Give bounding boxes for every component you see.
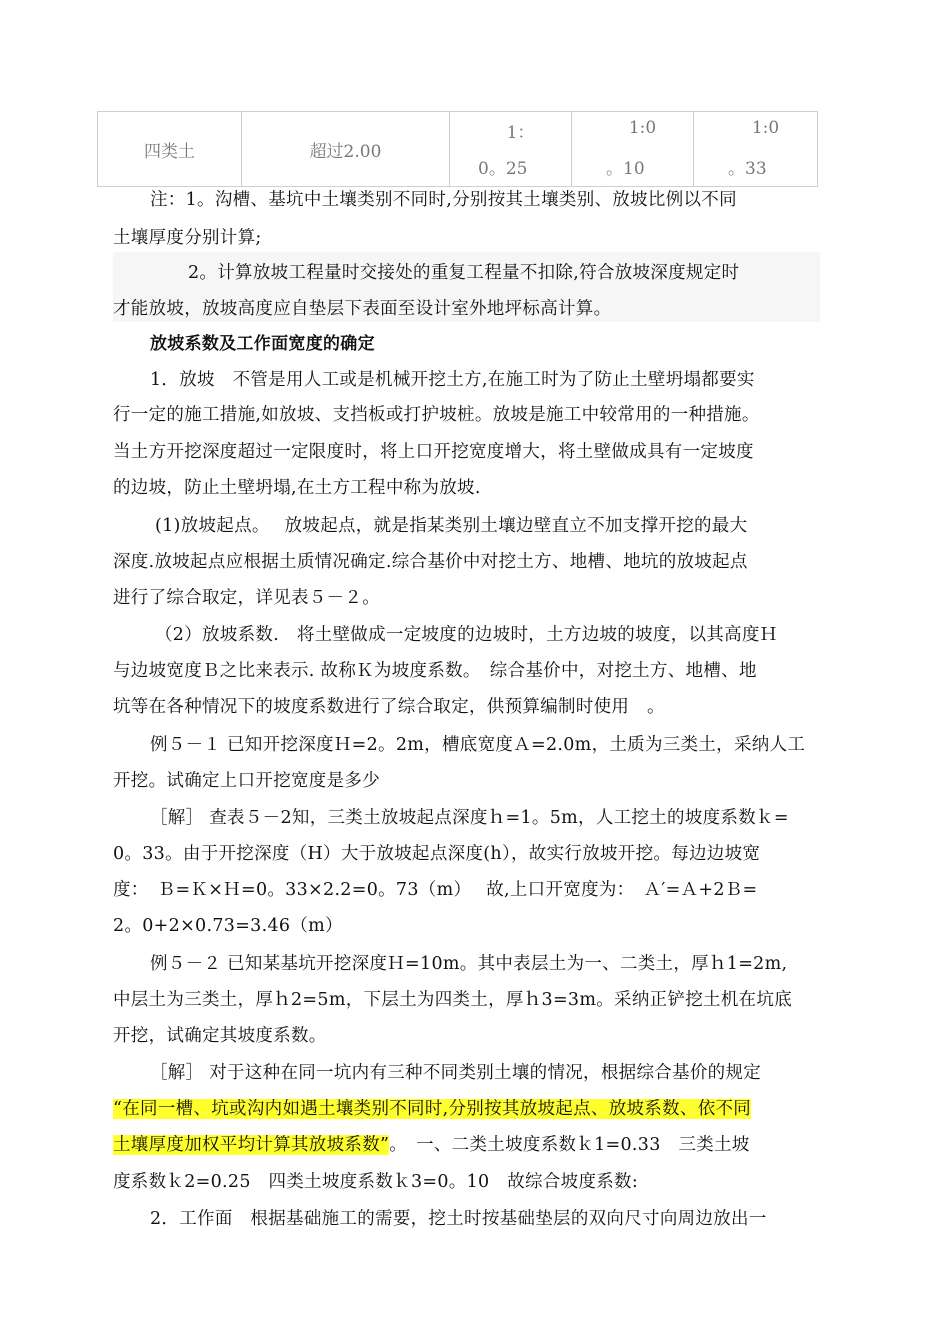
ratio-line-2: 。33: [728, 159, 767, 179]
paragraph-line: 行一定的施工措施,如放坡、支挡板或打护坡桩。放坡是施工中较常用的一种措施。: [113, 405, 760, 425]
note-line: 才能放坡，放坡高度应自垫层下表面至设计室外地坪标高计算。: [113, 299, 612, 319]
paragraph-line: 0。33。由于开挖深度（H）大于放坡起点深度(h），故实行放坡开挖。每边边坡宽: [113, 844, 761, 864]
table-row: [98, 112, 818, 187]
paragraph-line: 与边坡宽度Ｂ之比来表示. 故称Ｋ为坡度系数。 综合基价中，对挖土方、地槽、地: [113, 661, 757, 681]
highlighted-quote: “在同一槽、坑或沟内如遇土壤类别不同时,分别按其放坡起点、放坡系数、依不同: [113, 1099, 752, 1119]
paragraph-line: （2）放坡系数. 将土壁做成一定坡度的边坡时，土方边坡的坡度，以其高度Ｈ: [155, 625, 778, 645]
paragraph-line: 中层土为三类土，厚ｈ2=5m，下层土为四类土，厚ｈ3=3m。采纳正铲挖土机在坑底: [113, 990, 793, 1010]
paragraph-line: 2．工作面 根据基础施工的需要，挖土时按基础垫层的双向尺寸向周边放出一: [150, 1209, 767, 1229]
section-heading: 放坡系数及工作面宽度的确定: [150, 334, 375, 354]
paragraph-line: ［解］ 查表５－2知，三类土放坡起点深度ｈ=1。5m，人工挖土的坡度系数ｋ=: [150, 808, 789, 828]
line-text: 。 一、二类土坡度系数ｋ1=0.33 三类土坡: [389, 1135, 750, 1155]
paragraph-line: (1)放坡起点。 放坡起点，就是指某类别土壤边壁直立不加支撑开挖的最大: [155, 516, 748, 536]
table-cell-depth: 超过2.00: [242, 112, 450, 187]
paragraph-line: 当土方开挖深度超过一定限度时，将上口开挖宽度增大，将土壁做成具有一定坡度: [113, 442, 754, 462]
note-line: 注：1。沟槽、基坑中土壤类别不同时,分别按其土壤类别、放坡比例以不同: [150, 190, 737, 210]
ratio-line-2: 0。25: [478, 159, 528, 179]
paragraph-line: 开挖。试确定上口开挖宽度是多少: [113, 771, 380, 791]
paragraph-line: 例５－１ 已知开挖深度Ｈ=2。2m，槽底宽度Ａ=2.0m，土质为三类土，采纳人工: [150, 735, 806, 755]
paragraph-line: 例５－２ 已知某基坑开挖深度Ｈ=10m。其中表层土为一、二类土，厚ｈ1=2m,: [150, 954, 788, 974]
ratio-line-1: 1:0: [628, 118, 657, 138]
ratio-line-1: 1：: [506, 123, 535, 143]
paragraph-line: 2。0+2×0.73=3.46（m）: [113, 916, 343, 936]
paragraph-line: ［解］ 对于这种在同一坑内有三种不同类别土壤的情况，根据综合基价的规定: [150, 1063, 762, 1083]
note-line: 2。计算放坡工程量时交接处的重复工程量不扣除,符合放坡深度规定时: [188, 263, 740, 283]
paragraph-line: 深度.放坡起点应根据土质情况确定.综合基价中对挖土方、地槽、地坑的放坡起点: [113, 552, 748, 572]
ratio-line-1: 1:0: [751, 118, 780, 138]
soil-slope-table: [97, 111, 818, 187]
paragraph-line: 坑等在各种情况下的坡度系数进行了综合取定，供预算编制时使用 。: [113, 697, 665, 717]
table-cell-manual-ratio: [450, 112, 572, 187]
highlighted-quote: 土壤厚度加权平均计算其放坡系数”: [113, 1135, 390, 1155]
paragraph-line: 1．放坡 不管是用人工或是机械开挖土方,在施工时为了防止土壁坍塌都要实: [150, 370, 755, 390]
table-cell-trench-ratio: [694, 112, 818, 187]
ratio-line-2: 。10: [606, 159, 645, 179]
table-cell-soil-class: 四类土: [98, 112, 242, 187]
note-line: 土壤厚度分别计算;: [113, 228, 262, 248]
paragraph-line: 度系数ｋ2=0.25 四类土坡度系数ｋ3=0。10 故综合坡度系数:: [113, 1172, 639, 1192]
table-cell-pit-ratio: [572, 112, 694, 187]
paragraph-line: 进行了综合取定，详见表５－２。: [113, 588, 380, 608]
paragraph-line: [113, 1097, 751, 1121]
paragraph-line: 的边坡，防止土壁坍塌,在土方工程中称为放坡.: [113, 478, 481, 498]
paragraph-line: [113, 1133, 750, 1157]
paragraph-line: 度： Ｂ=Ｋ×Ｈ=0。33×2.2=0。73（m） 故,上口开宽度为： Ａ′=Ａ+2Ｂ=: [113, 880, 758, 900]
paragraph-line: 开挖，试确定其坡度系数。: [113, 1026, 327, 1046]
